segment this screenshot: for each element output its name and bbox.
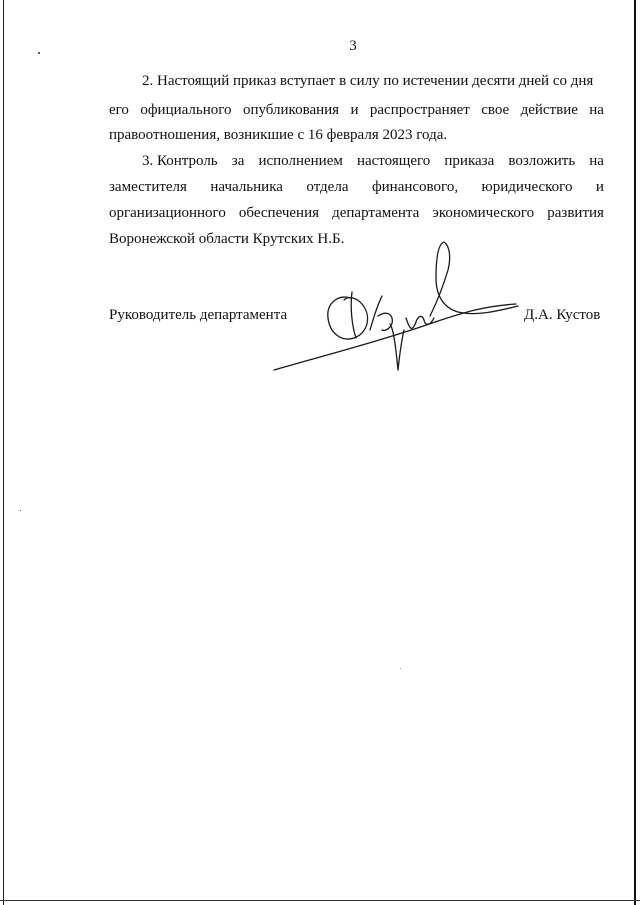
signatory-position: Руководитель департамента <box>109 307 288 323</box>
word: начальника <box>210 179 283 195</box>
word: департамента <box>332 205 420 221</box>
paragraph-2-line-3: правоотношения, возникшие с 16 февраля 2023 года. <box>109 127 448 143</box>
word: обеспечения <box>238 205 320 221</box>
word: на <box>589 102 604 118</box>
word: финансового, <box>371 179 459 195</box>
word: организационного <box>109 205 226 221</box>
scan-border-bottom <box>0 900 640 901</box>
scan-speck <box>400 668 401 669</box>
signatory-name: Д.А. Кустов <box>524 307 601 323</box>
scan-speck <box>20 510 21 511</box>
word: настоящего <box>356 153 431 169</box>
word: действие <box>520 102 578 118</box>
word: на <box>589 153 604 169</box>
word: заместителя <box>109 179 187 195</box>
paragraph-2-line-1: 2. Настоящий приказ вступает в силу по истечении десяти дней со дня <box>142 73 594 89</box>
word: отдела <box>306 179 349 195</box>
word: развития <box>547 205 604 221</box>
word: возложить <box>508 153 576 169</box>
page-number: 3 <box>349 38 357 54</box>
word: 3. Контроль <box>142 153 218 169</box>
paragraph-3-line-4: Воронежской области Крутских Н.Б. <box>109 231 345 247</box>
paragraph-3-line-2 <box>109 178 604 196</box>
scan-border-right <box>634 0 636 905</box>
word: экономического <box>432 205 535 221</box>
word: и <box>595 179 604 195</box>
paragraph-2-line-2 <box>109 101 604 119</box>
word: его <box>109 102 129 118</box>
word: официального <box>140 102 232 118</box>
word: за <box>231 153 245 169</box>
handwritten-signature <box>270 238 520 378</box>
word: и <box>350 102 359 118</box>
paragraph-3-line-1 <box>142 152 604 170</box>
word: опубликования <box>242 102 340 118</box>
word: свое <box>481 102 510 118</box>
paragraph-3-line-3 <box>109 204 604 222</box>
word: исполнением <box>258 153 343 169</box>
scan-border-left <box>3 0 4 905</box>
word: распространяет <box>369 102 470 118</box>
word: юридического <box>481 179 573 195</box>
word: приказа <box>444 153 495 169</box>
